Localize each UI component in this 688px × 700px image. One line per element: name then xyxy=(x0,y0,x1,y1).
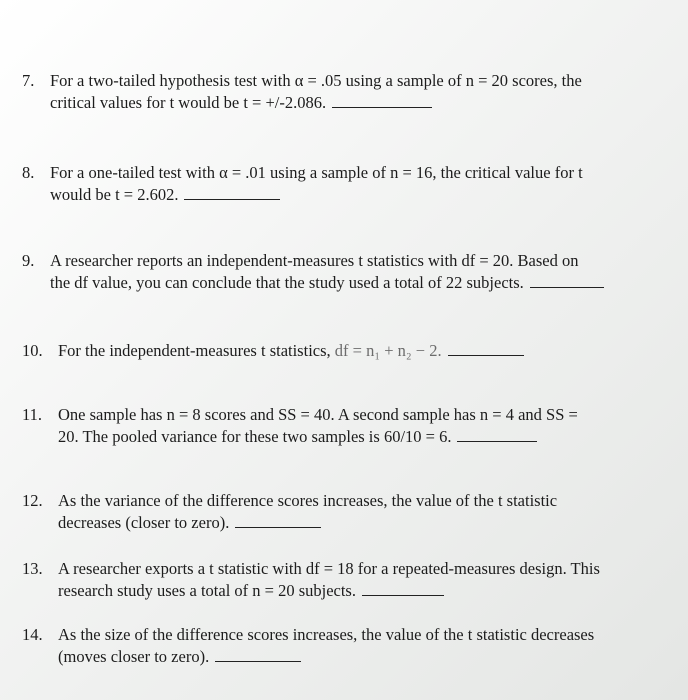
question-11 xyxy=(22,404,684,448)
question-text: the df value, you can conclude that the study used a total of 22 subjects. xyxy=(50,273,524,292)
question-number: 9. xyxy=(22,251,35,270)
question-number: 7. xyxy=(22,71,35,90)
question-text: A researcher exports a t statistic with df = 18 for a repeated-measures design. This xyxy=(58,559,600,578)
answer-blank[interactable] xyxy=(457,427,537,442)
question-text: critical values for t would be t = +/-2.086. xyxy=(50,93,327,112)
answer-blank[interactable] xyxy=(184,185,280,200)
question-text: As the variance of the difference scores increases, the value of the t statistic xyxy=(58,491,558,510)
answer-blank[interactable] xyxy=(362,581,444,596)
question-text: One sample has n = 8 scores and SS = 40. A second sample has n = 4 and SS = xyxy=(58,405,578,424)
question-10 xyxy=(22,340,684,362)
question-text: As the size of the difference scores increases, the value of the t statistic decreases xyxy=(58,625,595,644)
question-number: 10. xyxy=(22,341,43,360)
question-number: 11. xyxy=(22,405,43,424)
question-9 xyxy=(22,250,684,294)
question-number: 12. xyxy=(22,491,43,510)
answer-blank[interactable] xyxy=(215,647,301,662)
question-number: 8. xyxy=(22,163,35,182)
question-text: A researcher reports an independent-measures t statistics with df = 20. Based on xyxy=(50,251,579,270)
question-number: 14. xyxy=(22,625,43,644)
formula-text: df = n₁ + n₂ − 2. xyxy=(334,341,442,360)
question-7 xyxy=(22,70,684,114)
question-number: 13. xyxy=(22,559,43,578)
answer-blank[interactable] xyxy=(448,341,524,356)
question-text: 20. The pooled variance for these two samples is 60/10 = 6. xyxy=(58,427,452,446)
question-text: decreases (closer to zero). xyxy=(58,513,230,532)
question-text: For the independent-measures t statistics, xyxy=(58,341,331,360)
question-text: would be t = 2.602. xyxy=(50,185,179,204)
question-14 xyxy=(22,624,684,668)
question-text: For a two-tailed hypothesis test with α = .05 using a sample of n = 20 scores, the xyxy=(50,71,582,90)
question-text: research study uses a total of n = 20 subjects. xyxy=(58,581,356,600)
answer-blank[interactable] xyxy=(530,273,604,288)
question-13 xyxy=(22,558,684,602)
question-12 xyxy=(22,490,684,534)
answer-blank[interactable] xyxy=(332,93,432,108)
question-text: (moves closer to zero). xyxy=(58,647,210,666)
question-8 xyxy=(22,162,684,206)
question-text: For a one-tailed test with α = .01 using a sample of n = 16, the critical value for t xyxy=(50,163,583,182)
answer-blank[interactable] xyxy=(235,513,321,528)
